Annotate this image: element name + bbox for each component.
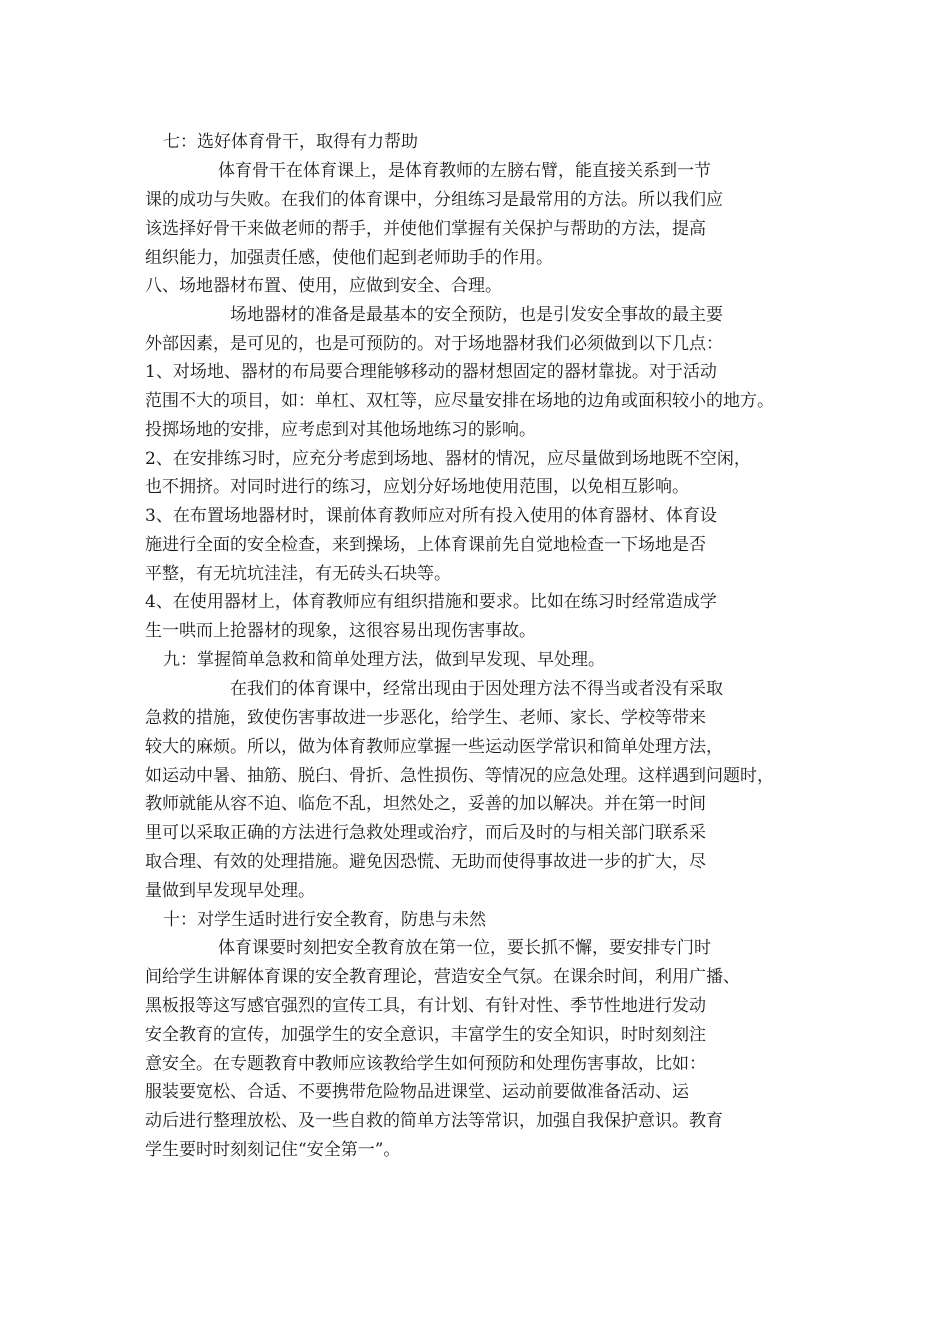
paragraph-line: 体育课要时刻把安全教育放在第一位，要长抓不懈，要安排专门时	[218, 938, 711, 958]
list-item-line: 4、在使用器材上，体育教师应有组织措施和要求。比如在练习时经常造成学	[145, 592, 717, 612]
paragraph-line: 较大的麻烦。所以，做为体育教师应掌握一些运动医学常识和简单处理方法，	[145, 737, 723, 757]
paragraph-line: 黑板报等这写感官强烈的宣传工具，有计划、有针对性、季节性地进行发动	[145, 996, 706, 1016]
paragraph-line: 量做到早发现早处理。	[145, 881, 315, 901]
heading-section-7: 七：选好体育骨干，取得有力帮助	[163, 132, 418, 152]
list-item-line: 施进行全面的安全检查，来到操场，上体育课前先自觉地检查一下场地是否	[145, 535, 706, 555]
heading-section-10: 十：对学生适时进行安全教育，防患与未然	[163, 910, 486, 930]
paragraph-line: 里可以采取正确的方法进行急救处理或治疗，而后及时的与相关部门联系采	[145, 823, 706, 843]
paragraph-line: 组织能力，加强责任感，使他们起到老师助手的作用。	[145, 248, 553, 268]
list-item-line: 平整，有无坑坑洼洼，有无砖头石块等。	[145, 564, 451, 584]
heading-section-8: 八、场地器材布置、使用，应做到安全、合理。	[145, 276, 502, 296]
paragraph-line: 意安全。在专题教育中教师应该教给学生如何预防和处理伤害事故，比如：	[145, 1054, 706, 1074]
paragraph-line: 安全教育的宣传，加强学生的安全意识，丰富学生的安全知识，时时刻刻注	[145, 1025, 706, 1045]
paragraph-line: 课的成功与失败。在我们的体育课中，分组练习是最常用的方法。所以我们应	[145, 190, 723, 210]
list-item-line: 投掷场地的安排，应考虑到对其他场地练习的影响。	[145, 420, 536, 440]
paragraph-line: 在我们的体育课中，经常出现由于因处理方法不得当或者没有采取	[230, 679, 723, 699]
paragraph-line: 如运动中暑、抽筋、脱臼、骨折、急性损伤、等情况的应急处理。这样遇到问题时，	[145, 766, 774, 786]
paragraph-line: 教师就能从容不迫、临危不乱，坦然处之，妥善的加以解决。并在第一时间	[145, 794, 706, 814]
paragraph-line: 服装要宽松、合适、不要携带危险物品进课堂、运动前要做准备活动、运	[145, 1082, 689, 1102]
list-item-line: 3、在布置场地器材时，课前体育教师应对所有投入使用的体育器材、体育设	[145, 506, 717, 526]
paragraph-line: 场地器材的准备是最基本的安全预防，也是引发安全事故的最主要	[230, 305, 723, 325]
list-item-line: 2、在安排练习时，应充分考虑到场地、器材的情况，应尽量做到场地既不空闲，	[145, 449, 751, 469]
paragraph-line: 体育骨干在体育课上，是体育教师的左膀右臂，能直接关系到一节	[218, 161, 711, 181]
paragraph-line: 外部因素，是可见的，也是可预防的。对于场地器材我们必须做到以下几点：	[145, 334, 723, 354]
paragraph-line: 学生要时时刻刻记住“安全第一”。	[145, 1140, 401, 1160]
paragraph-line: 急救的措施，致使伤害事故进一步恶化，给学生、老师、家长、学校等带来	[145, 708, 706, 728]
heading-section-9: 九：掌握简单急救和简单处理方法，做到早发现、早处理。	[163, 650, 605, 670]
list-item-line: 范围不大的项目，如：单杠、双杠等，应尽量安排在场地的边角或面积较小的地方。	[145, 391, 774, 411]
paragraph-line: 取合理、有效的处理措施。避免因恐慌、无助而使得事故进一步的扩大，尽	[145, 852, 706, 872]
paragraph-line: 该选择好骨干来做老师的帮手，并使他们掌握有关保护与帮助的方法，提高	[145, 219, 706, 239]
list-item-line: 1、对场地、器材的布局要合理能够移动的器材想固定的器材靠拢。对于活动	[145, 362, 717, 382]
paragraph-line: 间给学生讲解体育课的安全教育理论，营造安全气氛。在课余时间，利用广播、	[145, 967, 740, 987]
list-item-line: 也不拥挤。对同时进行的练习，应划分好场地使用范围，以免相互影响。	[145, 477, 689, 497]
paragraph-line: 动后进行整理放松、及一些自救的简单方法等常识，加强自我保护意识。教育	[145, 1111, 723, 1131]
list-item-line: 生一哄而上抢器材的现象，这很容易出现伤害事故。	[145, 621, 536, 641]
